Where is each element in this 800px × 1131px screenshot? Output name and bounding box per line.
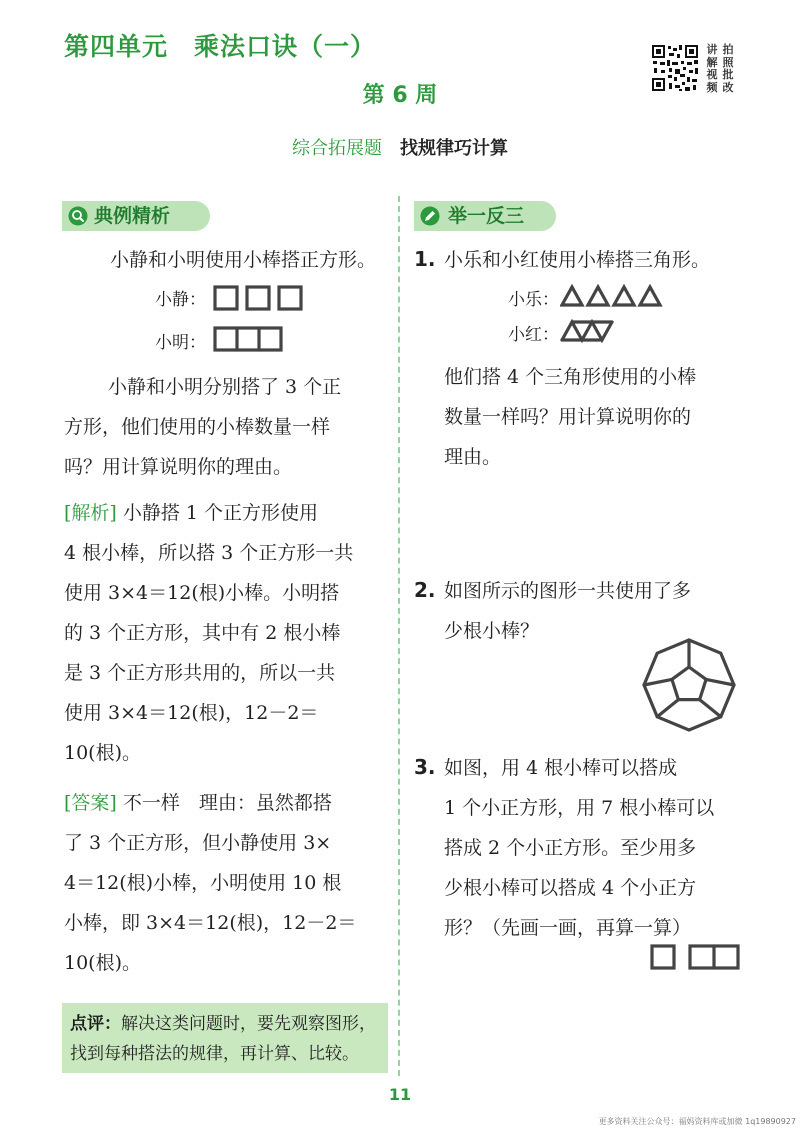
question-line: 方形，他们使用的小棒数量一样 [64,416,331,438]
pencil-icon [420,206,440,226]
tip-tag: 点评： [70,1014,121,1034]
answer-line: 4＝12(根)小棒，小明使用 10 根 [64,872,342,894]
q1-intro: 小乐和小红使用小棒搭三角形。 [444,249,711,271]
answer-tag: [答案] [64,792,117,814]
q1-question-line: 他们搭 4 个三角形使用的小棒 [444,366,697,388]
section-topic: 找规律巧计算 [400,138,508,159]
week-title: 第 6 周 [362,83,438,108]
answer-line: 小棒，即 3×4＝12(根)，12－2＝ [64,912,357,934]
page-number: 11 [388,1085,412,1104]
analysis-line: 的 3 个正方形，其中有 2 根小棒 [64,622,341,644]
analysis-line: 4 根小棒，所以搭 3 个正方形一共 [64,542,354,564]
qr-side-labels: 讲 拍 解 照 视 批 频 改 [706,43,734,94]
unit-title: 第四单元 乘法口诀（一） [64,32,377,61]
q3-question-line: 1 个小正方形，用 7 根小棒可以 [444,797,715,819]
question-line: 小静和小明分别搭了 3 个正 [108,376,342,398]
question-line: 吗？用计算说明你的理由。 [64,456,293,478]
q1-question-line: 理由。 [444,446,502,468]
xiaole-triangles-figure [560,284,672,308]
q1-number: 1. [414,247,436,271]
column-divider [398,196,400,1076]
footer-note: 更多资料关注公众号：福妈资料库或加微 1q19890927 [598,1117,796,1126]
pentagon-ring-figure [640,636,738,734]
analysis-line: 10(根)。 [64,742,142,764]
tab-example-analysis: 典例精析 [62,201,210,231]
analysis-line: [解析] 小静搭 1 个正方形使用 [64,502,319,524]
analysis-tag: [解析] [64,502,117,524]
magnifier-icon [68,206,88,226]
analysis-line: 使用 3×4＝12(根)小棒。小明搭 [64,582,340,604]
q3-number: 3. [414,755,436,779]
analysis-line: 使用 3×4＝12(根)，12－2＝ [64,702,319,724]
tip-box: 点评：解决这类问题时，要先观察图形， 找到每种搭法的规律，再计算、比较。 [62,1003,388,1073]
label-xiaojing: 小静： [155,290,206,310]
section-type: 综合拓展题 [292,138,382,159]
section-heading [0,134,800,160]
q2-question-line: 如图所示的图形一共使用了多 [444,580,692,602]
label-xiaole: 小乐： [508,290,559,310]
analysis-line: 是 3 个正方形共用的，所以一共 [64,662,336,684]
xiaohong-triangles-figure [560,319,636,343]
q1-question-line: 数量一样吗？用计算说明你的 [444,406,692,428]
q3-question-line: 形？（先画一画，再算一算） [444,917,692,939]
q2-question-line: 少根小棒？ [444,620,540,642]
tab-practice: 举一反三 [414,201,556,231]
label-xiaoming: 小明： [155,333,206,353]
q3-question-line: 如图，用 4 根小棒可以搭成 [444,757,678,779]
q2-number: 2. [414,578,436,602]
answer-line: 10(根)。 [64,952,142,974]
q3-squares-figure [650,943,742,973]
answer-line: [答案] 不一样 理由：虽然都搭 [64,792,332,814]
q3-question-line: 少根小棒可以搭成 4 个小正方 [444,877,697,899]
q3-question-line: 搭成 2 个小正方形。至少用多 [444,837,697,859]
answer-line: 了 3 个正方形，但小静使用 3× [64,832,332,854]
xiaoming-squares-figure [213,326,285,354]
xiaojing-squares-figure [213,285,303,313]
label-xiaohong: 小红： [508,325,559,345]
example-intro: 小静和小明使用小棒搭正方形。 [110,249,377,271]
